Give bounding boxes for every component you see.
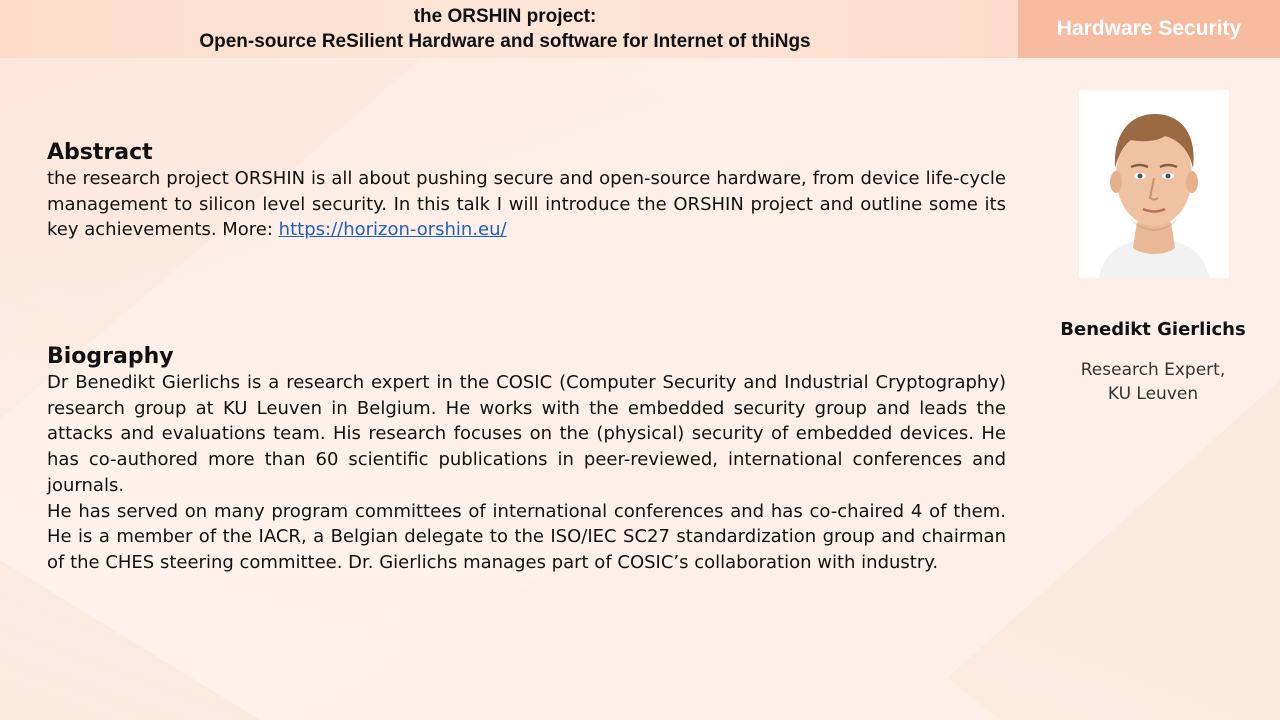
abstract-heading: Abstract <box>47 140 153 165</box>
page-title <box>0 4 1010 54</box>
biography-heading: Biography <box>47 344 174 369</box>
biography-paragraph-2: He has served on many program committees of international conferences and has co-chaired 4 of them. He is a member of the IACR, a Belgian delegate to the ISO/IEC SC27 standardization group and chairman of the CHES steering committee. Dr. Gierlichs manages part of COSIC’s collaboration with industry. <box>47 500 1006 573</box>
biography-body <box>47 370 1006 576</box>
title-line-1: the ORSHIN project: <box>413 6 597 27</box>
abstract-paragraph <box>47 166 1006 243</box>
speaker-name: Benedikt Gierlichs <box>1060 319 1246 340</box>
project-link[interactable]: https://horizon-orshin.eu/ <box>278 219 507 241</box>
speaker-photo <box>1079 90 1229 278</box>
speaker-role-line-2: KU Leuven <box>1107 384 1199 404</box>
abstract-section <box>47 140 1006 243</box>
biography-section <box>47 344 1006 576</box>
biography-paragraph-1: Dr Benedikt Gierlichs is a research expert in the COSIC (Computer Security and Industrial Cryptography) research group at KU Leuven in Belgium. He works with the embedded security group and leads the attacks and evaluations team. His research focuses on the (physical) security of embedded devices. He has co-authored more than 60 scientific publications in peer-reviewed, international conferences and journals. <box>47 372 1006 496</box>
speaker-portrait-image <box>1079 90 1229 278</box>
speaker-affiliation <box>1040 358 1266 406</box>
speaker-role-line-1: Research Expert, <box>1080 360 1226 380</box>
abstract-body <box>47 166 1006 243</box>
topic-tag: Hardware Security <box>1018 0 1280 58</box>
abstract-text: the research project ORSHIN is all about pushing secure and open-source hardware, from device life-cycle management to silicon level security. In this talk I will introduce the ORSHIN project and outline some its key achievements. More: <box>47 168 1006 241</box>
title-line-2: Open-source ReSilient Hardware and software for Internet of thiNgs <box>199 31 811 52</box>
